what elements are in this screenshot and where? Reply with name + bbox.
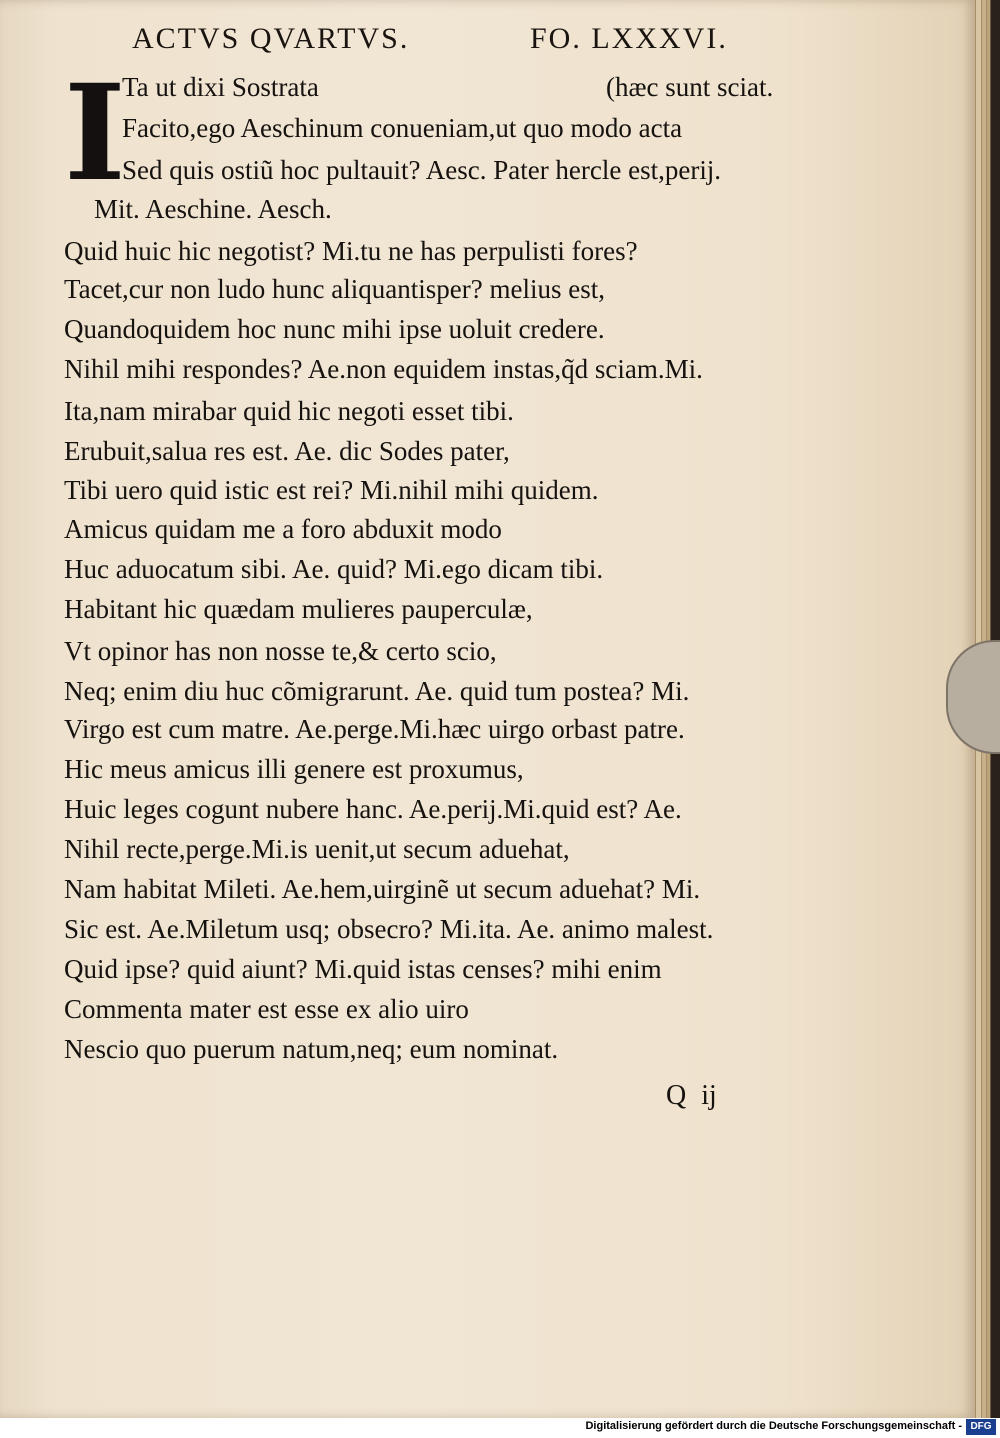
text-line: Tibi uero quid istic est rei? Mi.nihil mihi quidem. (64, 475, 599, 505)
text-line: Sed quis ostiũ hoc pultauit? Aesc. Pater hercle est,perĳ. (122, 155, 722, 185)
text-line: Nihil recte,perge.Mi.is uenit,ut secum aduehat, (64, 834, 570, 864)
text-line: Amicus quidam me a foro abduxit modo (64, 514, 502, 544)
text-line: Neq; enim diu huc cõmigrarunt. Ae. quid tum postea? Mi. (64, 676, 690, 706)
text-line: Quid huic hic negotist? Mi.tu ne has perpulisti fores? (64, 236, 638, 266)
text-line: Virgo est cum matre. Ae.perge.Mi.hæc uirgo orbast patre. (64, 714, 685, 744)
text-line: Sic est. Ae.Miletum usq; obsecro? Mi.ita. Ae. animo malest. (64, 914, 714, 944)
text-line: Quid ipse? quid aiunt? Mi.quid istas censes? mihi enim (64, 954, 662, 984)
text-line: Facito,ego Aeschinum conueniam,ut quo modo acta (122, 113, 683, 143)
header-folio-number: FO. LXXXVI. (530, 22, 728, 55)
digitization-credit: Digitalisierung gefördert durch die Deutsche Forschungsgemeinschaft - (585, 1420, 962, 1432)
text-line: (hæc sunt sciat. (606, 72, 774, 102)
text-line: Nam habitat Mileti. Ae.hem,uirginẽ ut secum aduehat? Mi. (64, 874, 701, 904)
text-line: Ita,nam mirabar quid hic negoti esset tibi. (64, 396, 514, 426)
header-act-title: ACTVS QVARTVS. (132, 22, 410, 55)
footer-bar (0, 1418, 1000, 1438)
signature-mark: Q ĳ (666, 1080, 721, 1111)
text-line: Quandoquidem hoc nunc mihi ipse uoluit credere. (64, 314, 605, 344)
running-header (0, 22, 975, 56)
text-line: Mit. Aeschine. Aesch. (94, 194, 332, 224)
text-line: Nescio quo puerum natum,neq; eum nominat. (64, 1034, 559, 1064)
text-line: Huc aduocatum sibi. Ae. quid? Mi.ego dicam tibi. (64, 554, 604, 584)
text-line: Huic leges cogunt nubere hanc. Ae.perĳ.Mi.quid est? Ae. (64, 794, 682, 824)
text-line: Hic meus amicus illi genere est proxumus, (64, 754, 524, 784)
text-line: Erubuit,salua res est. Ae. dic Sodes pater, (64, 436, 510, 466)
text-line: Vt opinor has non nosse te,& certo scio, (64, 636, 497, 666)
drop-capital-letter: I (64, 56, 126, 211)
dfg-logo: DFG (966, 1419, 996, 1435)
text-line: Nihil mihi respondes? Ae.non equidem instas,q̃d sciam.Mi. (64, 354, 703, 384)
text-line: Habitant hic quædam mulieres pauperculæ, (64, 594, 533, 624)
text-line: Ta ut dixi Sostrata (122, 72, 319, 102)
text-line: Commenta mater est esse ex alio uiro (64, 994, 469, 1024)
drop-capital (64, 56, 126, 211)
text-line: Tacet,cur non ludo hunc aliquantisper? melius est, (64, 274, 605, 304)
